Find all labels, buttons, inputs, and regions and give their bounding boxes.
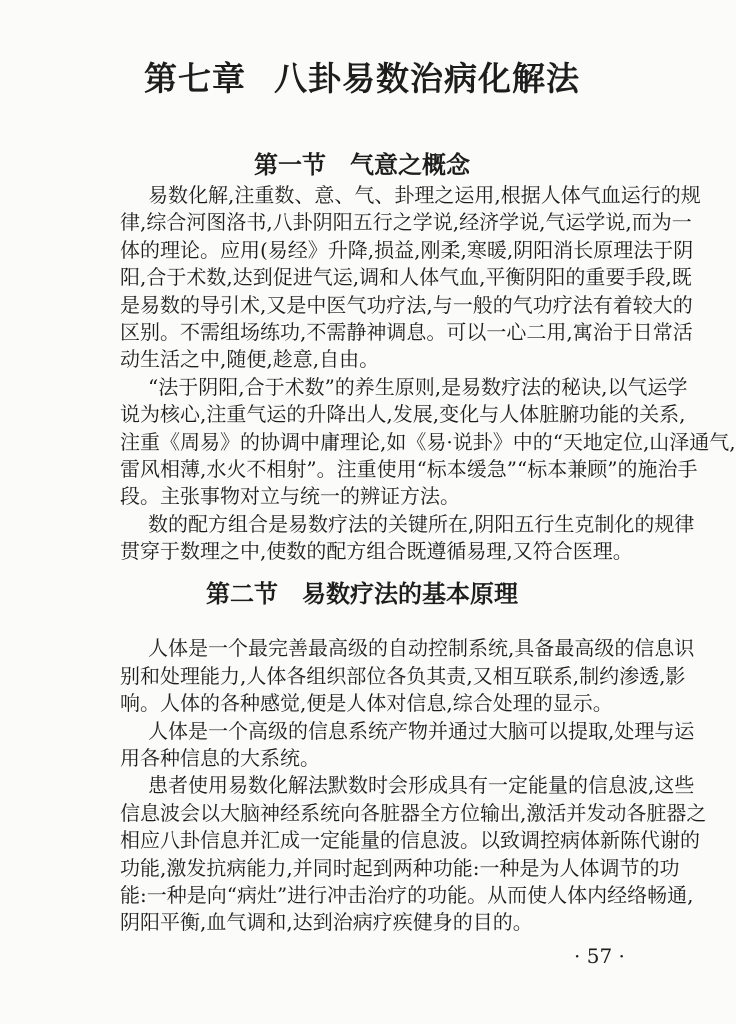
chapter-name: 八卦易数治病化解法 <box>274 59 580 98</box>
text-line: 用各种信息的大系统。 <box>120 746 320 771</box>
text-line: 相应八卦信息并汇成一定能量的信息波。以致调控病体新陈代谢的 <box>120 828 700 853</box>
text-line: 人体是一个最完善最高级的自动控制系统,具备最高级的信息识 <box>148 636 695 661</box>
section-number: 第一节 <box>254 150 326 179</box>
text-line: 信息波会以大脑神经系统向各脏器全方位输出,激活并发动各脏器之 <box>120 800 707 825</box>
text-line: 响。人体的各种感觉,便是人体对信息,综合处理的显示。 <box>120 691 613 716</box>
section-number: 第二节 <box>206 579 278 609</box>
paragraph <box>120 182 701 374</box>
page-number: · 57 · <box>574 943 625 968</box>
text-line: 功能,激发抗病能力,并同时起到两种功能:一种是为人体调节的功 <box>120 855 680 880</box>
page-body <box>0 150 736 969</box>
text-line: 段。主张事物对立与统一的辨证方法。 <box>120 484 460 509</box>
text-line: 易数化解,注重数、意、气、卦理之运用,根据人体气血运行的规 <box>148 183 701 207</box>
text-line: 阴阳平衡,血气调和,达到治病疗疾健身的目的。 <box>120 910 533 935</box>
paragraph <box>120 374 736 511</box>
text-line: 动生活之中,随便,趁意,自由。 <box>120 347 380 372</box>
text-line: 患者使用易数化解法默数时会形成具有一定能量的信息波,这些 <box>148 773 695 798</box>
paragraph <box>120 635 695 717</box>
section-name: 气意之概念 <box>350 150 470 179</box>
text-line: 能:一种是向“病灶”进行冲击治疗的功能。从而使人体内经络畅通, <box>120 882 694 907</box>
text-line: “法于阴阳,合于术数”的养生原则,是易数疗法的秘诀,以气运学 <box>148 374 688 399</box>
chapter-number: 第七章 <box>144 59 246 98</box>
text-line: 人体是一个高级的信息系统产物并通过大脑可以提取,处理与运 <box>148 718 695 743</box>
paragraph <box>120 718 695 773</box>
text-line: 是易数的导引术,又是中医气功疗法,与一般的气功疗法有着较大的 <box>120 292 693 317</box>
paragraph <box>120 772 707 936</box>
chapter-title <box>0 58 724 100</box>
text-line: 律,综合河图洛书,八卦阴阳五行之学说,经济学说,气运学说,而为一 <box>120 210 692 235</box>
text-line: 区别。不需组场练功,不需静神调息。可以一心二用,寓治于日常活 <box>120 319 693 344</box>
text-line: 别和处理能力,人体各组织部位各负其责,又相互联系,制约渗透,影 <box>120 663 686 688</box>
section-title-2 <box>0 579 724 609</box>
text-line: 雷风相薄,水火不相射”。注重使用“标本缓急”“标本兼顾”的施治手 <box>120 456 698 481</box>
section-title-1 <box>0 150 724 180</box>
paragraph <box>120 511 695 566</box>
text-line: 说为核心,注重气运的升降出人,发展,变化与人体脏腑功能的关系, <box>120 402 686 427</box>
text-line: 注重《周易》的协调中庸理论,如《易·说卦》中的“天地定位,山泽通气, <box>120 429 736 454</box>
text-line: 数的配方组合是易数疗法的关键所在,阴阳五行生克制化的规律 <box>148 511 695 536</box>
text-line: 体的理论。应用(易经》升降,损益,刚柔,寒暖,阴阳消长原理法于阴 <box>120 237 694 262</box>
section-name: 易数疗法的基本原理 <box>302 579 518 609</box>
text-line: 贯穿于数理之中,使数的配方组合既遵循易理,又符合医理。 <box>120 539 633 564</box>
text-line: 阳,合于术数,达到促进气运,调和人体气血,平衡阴阳的重要手段,既 <box>120 265 692 290</box>
